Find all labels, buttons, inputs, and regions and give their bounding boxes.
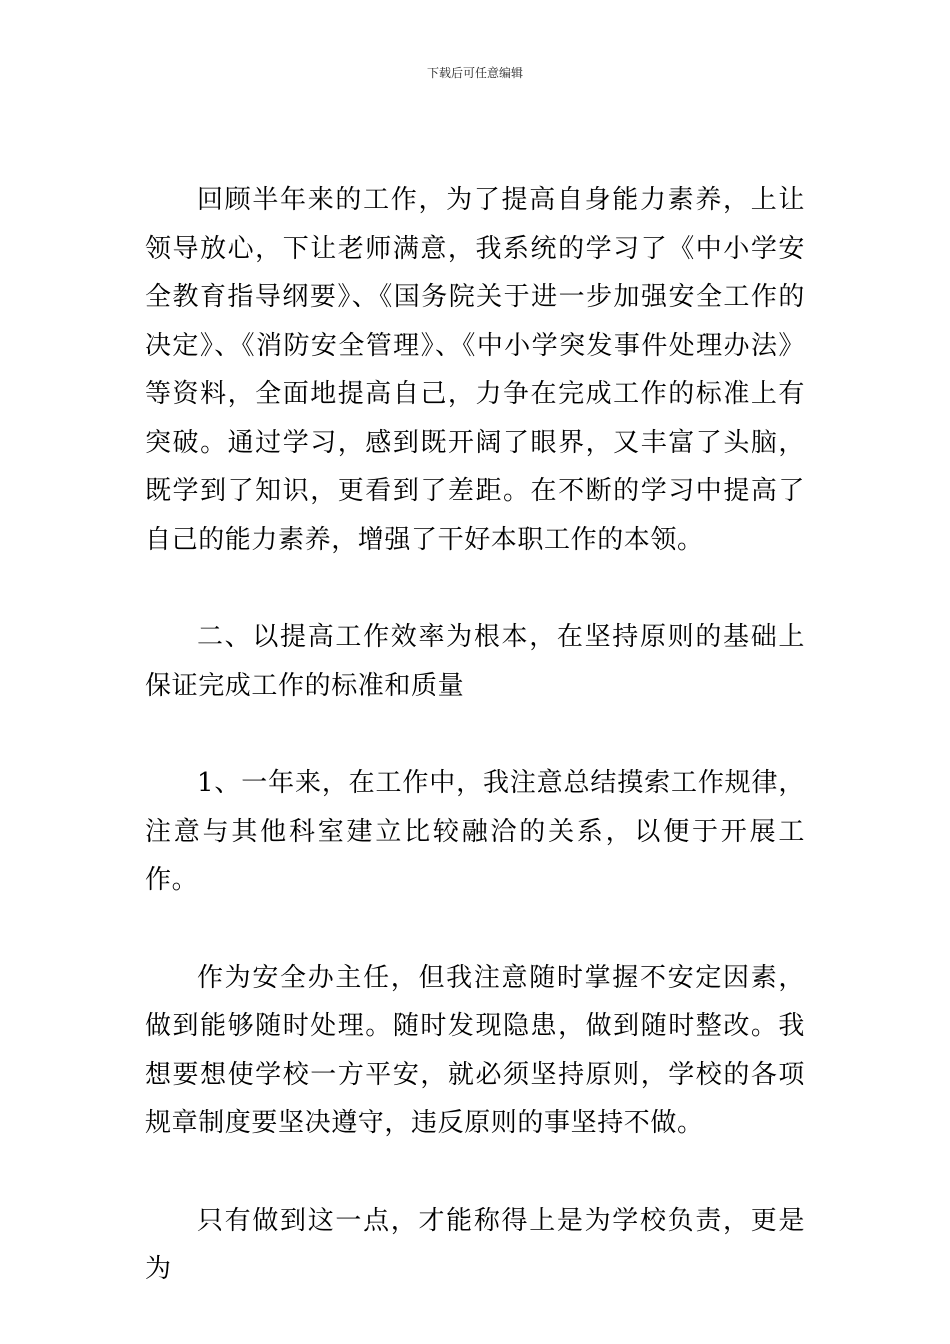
paragraph-safety-director: 作为安全办主任，但我注意随时掌握不安定因素，做到能够随时处理。随时发现隐患，做到随时整改。我想要想使学校一方平安，就必须坚持原则，学校的各项规章制度要坚决遵守，违反原则的事坚持不做。	[145, 962, 805, 1138]
paragraph-review: 回顾半年来的工作，为了提高自身能力素养，上让领导放心，下让老师满意，我系统的学习了《中小学安全教育指导纲要》、《国务院关于进一步加强安全工作的决定》、《消防安全管理》、《中小学突发事件处理办法》等资料，全面地提高自己，力争在完成工作的标准上有突破。通过学习，感到既开阔了眼界，又丰富了头脑，既学到了知识，更看到了差距。在不断的学习中提高了自己的能力素养，增强了干好本职工作的本领。	[145, 185, 805, 555]
paragraph-item-one: 1、一年来，在工作中，我注意总结摸索工作规律，注意与其他科室建立比较融洽的关系，以便于开展工作。	[145, 768, 805, 895]
paragraph-responsibility: 只有做到这一点，才能称得上是为学校负责，更是为	[145, 1205, 805, 1284]
paragraph-gap	[145, 1148, 805, 1197]
page-header-note: 下载后可任意编辑	[426, 66, 523, 80]
paragraph-gap	[145, 905, 805, 954]
paragraph-gap	[145, 564, 805, 613]
section-heading-two: 二、以提高工作效率为根本，在坚持原则的基础上保证完成工作的标准和质量	[145, 622, 805, 701]
paragraph-gap	[145, 710, 805, 759]
document-body	[145, 176, 805, 1294]
